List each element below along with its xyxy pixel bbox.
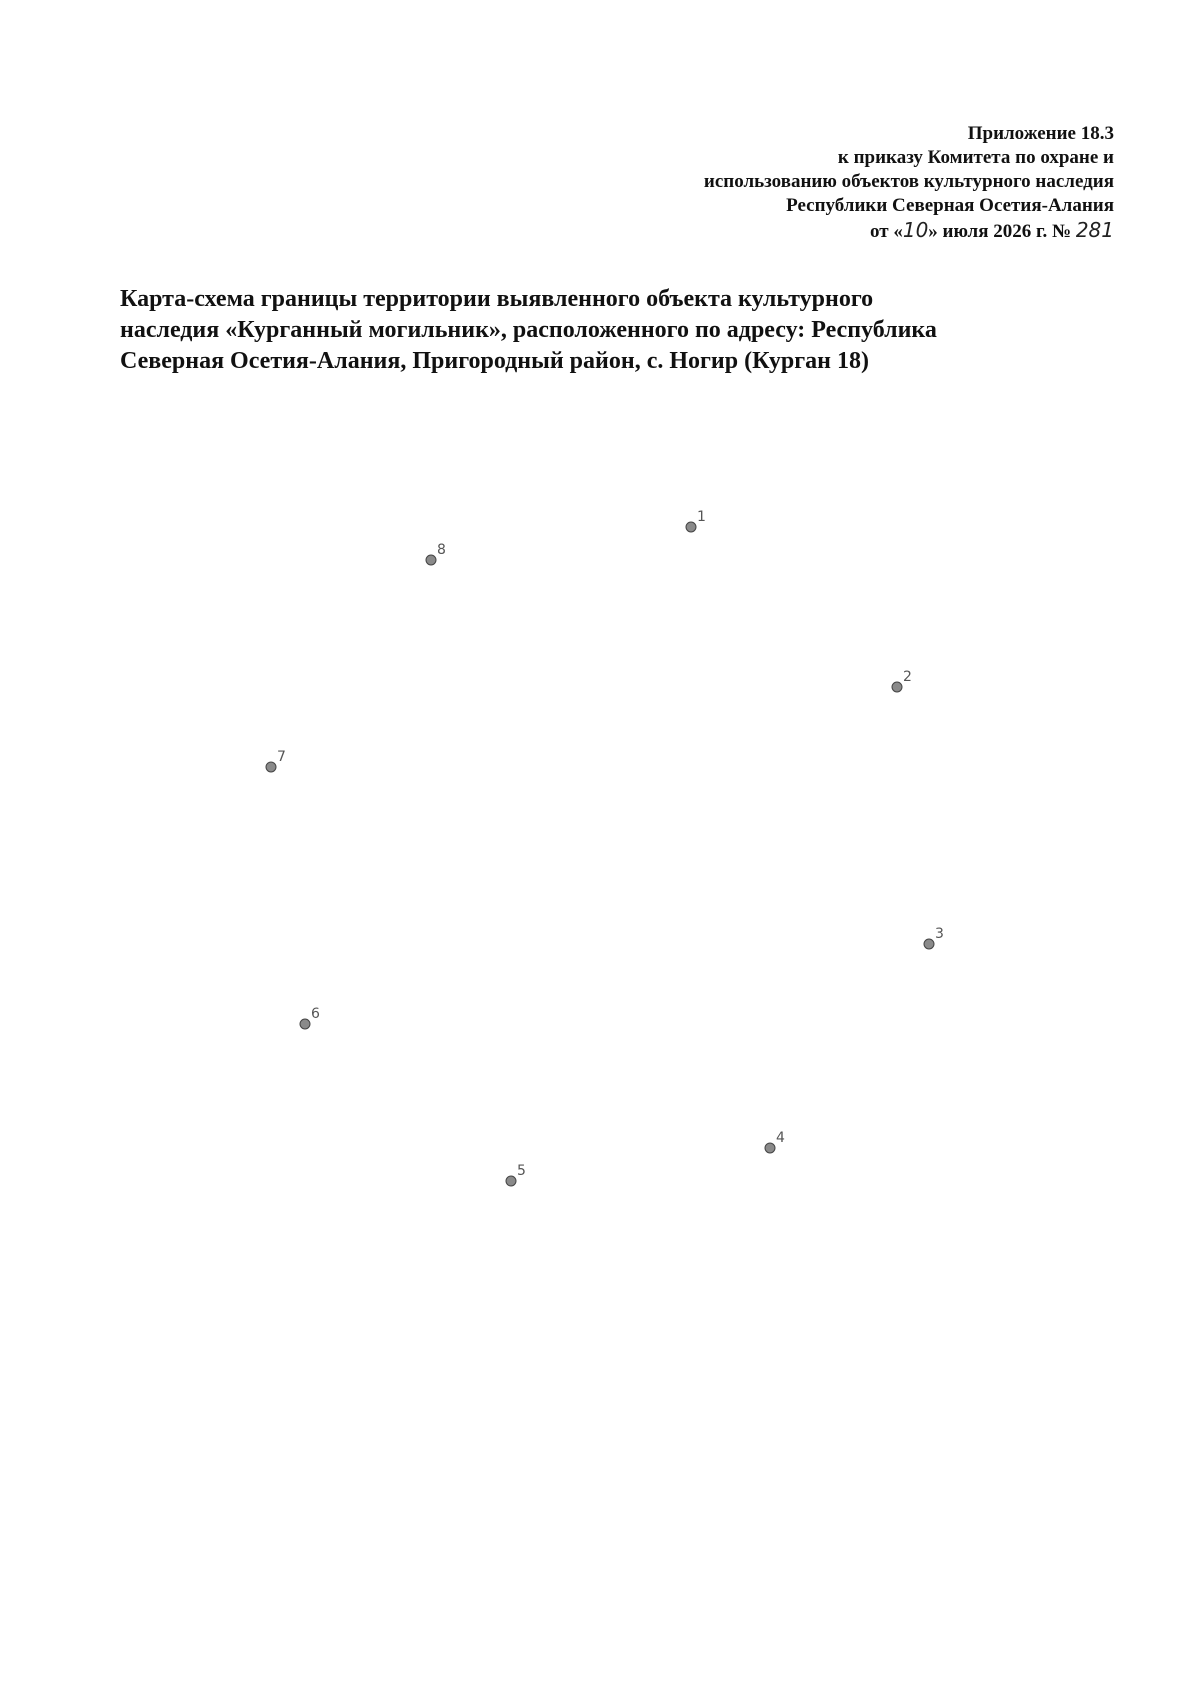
boundary-point-label: 7 — [277, 749, 286, 765]
boundary-point-1 — [686, 509, 706, 532]
appendix-committee: использованию объектов культурного наследия — [703, 171, 1114, 192]
boundary-point-marker — [924, 939, 934, 949]
boundary-point-label: 8 — [437, 542, 446, 558]
boundary-point-marker — [300, 1019, 310, 1029]
handwritten-order-number: 281 — [1075, 218, 1114, 242]
boundary-point-marker — [686, 522, 696, 532]
boundary-point-marker — [765, 1143, 775, 1153]
boundary-point-8 — [426, 542, 446, 565]
boundary-point-6 — [300, 1006, 320, 1029]
boundary-point-2 — [892, 669, 912, 692]
appendix-republic: Республики Северная Осетия-Алания — [786, 195, 1114, 216]
boundary-point-7 — [266, 749, 286, 772]
boundary-point-label: 3 — [935, 926, 944, 942]
boundary-point-marker — [506, 1176, 516, 1186]
boundary-point-label: 6 — [311, 1006, 320, 1022]
title-line-3: Северная Осетия-Алания, Пригородный район, с. Ногир (Курган 18) — [120, 348, 869, 374]
boundary-point-label: 4 — [776, 1130, 785, 1146]
date-middle: » июля 2026 г. № — [928, 221, 1072, 242]
appendix-order-ref: к приказу Комитета по охране и — [837, 147, 1114, 168]
boundary-point-5 — [506, 1163, 526, 1186]
boundary-point-marker — [892, 682, 902, 692]
boundary-point-marker — [426, 555, 436, 565]
boundary-point-label: 5 — [517, 1163, 526, 1179]
boundary-point-marker — [266, 762, 276, 772]
date-prefix: от « — [870, 221, 903, 242]
handwritten-day: 10 — [902, 218, 929, 242]
title-line-1: Карта-схема границы территории выявленного объекта культурного — [120, 286, 874, 312]
boundary-point-label: 2 — [903, 669, 912, 685]
boundary-point-3 — [924, 926, 944, 949]
boundary-point-label: 1 — [697, 509, 706, 525]
title-line-2: наследия «Курганный могильник», расположенного по адресу: Республика — [120, 317, 937, 343]
boundary-point-4 — [765, 1130, 785, 1153]
appendix-number: Приложение 18.3 — [967, 123, 1114, 144]
